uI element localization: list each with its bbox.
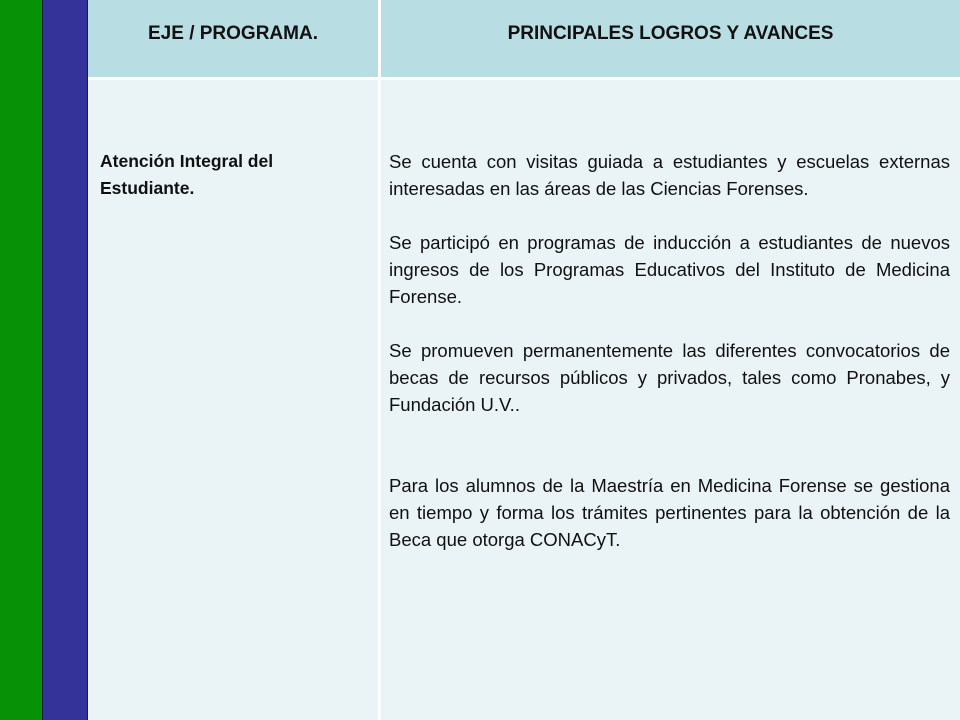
- logros-cell: [389, 148, 950, 580]
- logro-paragraph-4: Para los alumnos de la Maestría en Medicina Forense se gestiona en tiempo y forma los trámites pertinentes para la obtención de la Beca que otorga CONACyT.: [389, 475, 950, 550]
- logro-paragraph-1: Se cuenta con visitas guiada a estudiantes y escuelas externas interesadas en las áreas de las Ciencias Forenses.: [389, 151, 950, 199]
- green-side-bar: [0, 0, 42, 720]
- blue-side-bar: [42, 0, 88, 720]
- eje-cell: Atención Integral del Estudiante.: [100, 151, 274, 198]
- header-logros-avances: PRINCIPALES LOGROS Y AVANCES: [507, 23, 834, 44]
- table-header-row: [88, 0, 960, 80]
- logro-paragraph-3: Se promueven permanentemente las diferentes convocatorios de becas de recursos públicos y privados, tales como Pronabes, y Fundación U.V..: [389, 340, 950, 415]
- header-eje-programa: EJE / PROGRAMA.: [148, 23, 318, 44]
- column-divider: [378, 0, 381, 720]
- achievements-table: [88, 0, 960, 720]
- logro-paragraph-2: Se participó en programas de inducción a estudiantes de nuevos ingresos de los Programas Educativos del Instituto de Medicina Forense.: [389, 232, 950, 307]
